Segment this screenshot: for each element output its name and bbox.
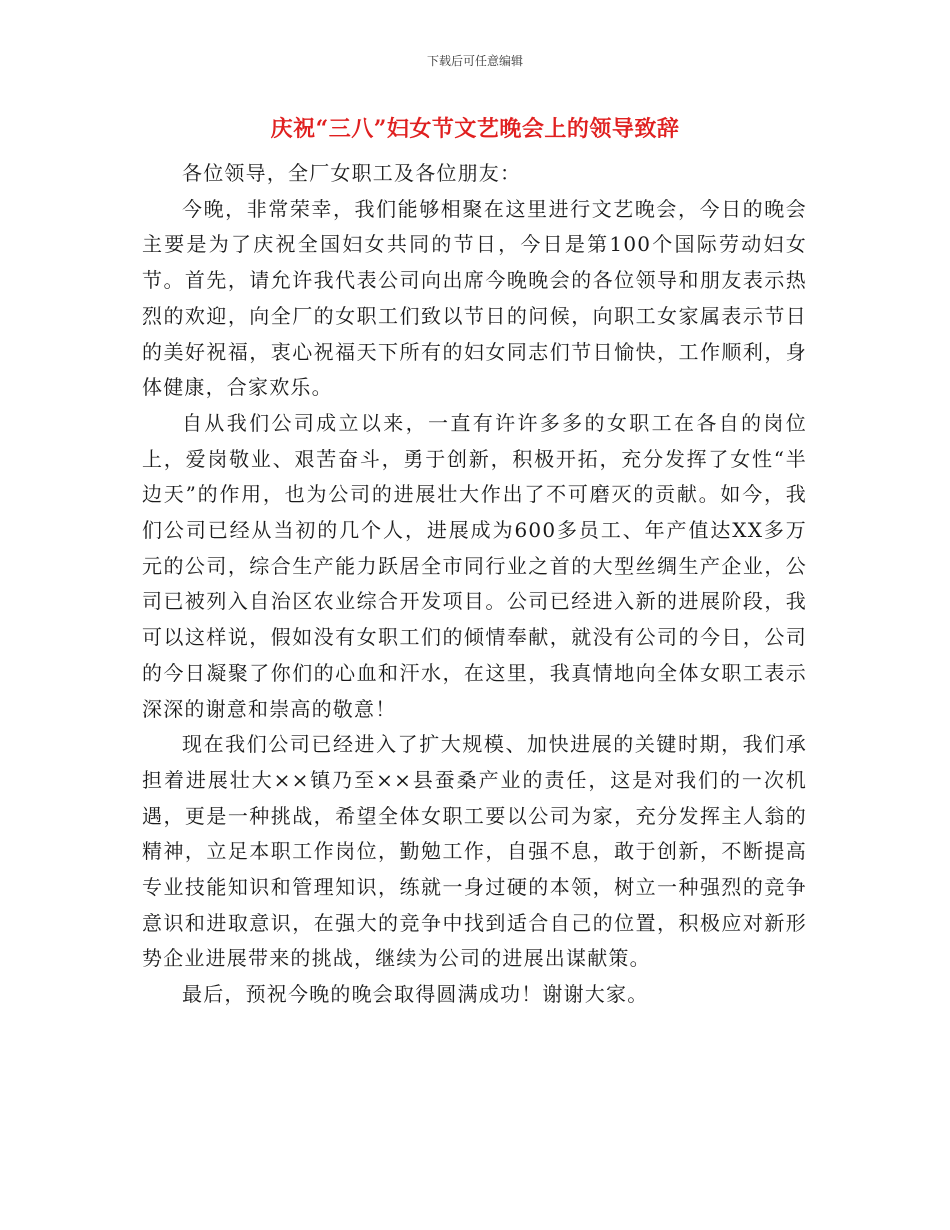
document-body bbox=[142, 156, 807, 1013]
body-paragraph: 今晚，非常荣幸，我们能够相聚在这里进行文艺晚会，今日的晚会主要是为了庆祝全国妇女共同的节日，今日是第100个国际劳动妇女节。首先，请允许我代表公司向出席今晚晚会的各位领导和朋友表示热烈的欢迎，向全厂的女职工们致以节日的问候，向职工女家属表示节日的美好祝福，衷心祝福天下所有的妇女同志们节日愉快，工作顺利，身体健康，合家欢乐。 bbox=[142, 196, 807, 400]
salutation-paragraph: 各位领导，全厂女职工及各位朋友： bbox=[182, 161, 522, 185]
body-paragraph: 自从我们公司成立以来，一直有许许多多的女职工在各自的岗位上，爱岗敬业、艰苦奋斗，勇于创新，积极开拓，充分发挥了女性“半边天”的作用，也为公司的进展壮大作出了不可磨灭的贡献。如今，我们公司已经从当初的几个人，进展成为600多员工、年产值达XX多万元的公司，综合生产能力跃居全市同行业之首的大型丝绸生产企业，公司已被列入自治区农业综合开发项目。公司已经进入新的进展阶段，我可以这样说，假如没有女职工们的倾情奉献，就没有公司的今日，公司的今日凝聚了你们的心血和汗水，在这里，我真情地向全体女职工表示深深的谢意和崇高的敬意！ bbox=[142, 410, 807, 721]
page-title: 庆祝“三八”妇女节文艺晚会上的领导致辞 bbox=[270, 116, 680, 142]
header-note: 下载后可任意编辑 bbox=[426, 54, 523, 68]
closing-paragraph: 最后，预祝今晚的晚会取得圆满成功！谢谢大家。 bbox=[182, 982, 649, 1007]
body-paragraph: 现在我们公司已经进入了扩大规模、加快进展的关键时期，我们承担着进展壮大××镇乃至××县蚕桑产业的责任，这是对我们的一次机遇，更是一种挑战，希望全体女职工要以公司为家，充分发挥主人翁的精神，立足本职工作岗位，勤勉工作，自强不息，敢于创新，不断提高专业技能知识和管理知识，练就一身过硬的本领，树立一种强烈的竞争意识和进取意识，在强大的竞争中找到适合自己的位置，积极应对新形势企业进展带来的挑战，继续为公司的进展出谋献策。 bbox=[142, 732, 807, 971]
